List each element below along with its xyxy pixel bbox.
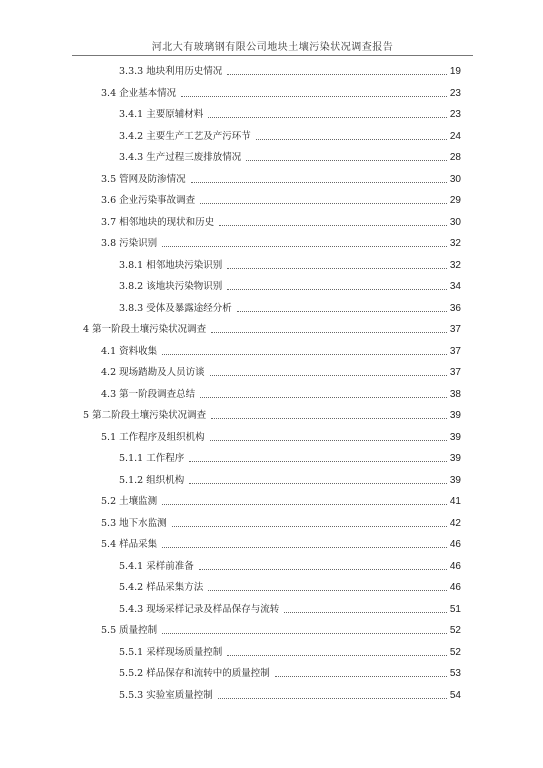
toc-entry-label: 4.2 现场踏勘及人员访谈	[101, 367, 205, 378]
toc-dot-leader	[181, 95, 447, 97]
toc-entry-label: 5.1 工作程序及组织机构	[101, 431, 205, 443]
toc-entry-page-number: 39	[449, 410, 461, 421]
toc-entry-label: 3.4.1 主要原辅材料	[119, 109, 204, 120]
toc-entry-page-number: 37	[449, 324, 461, 335]
toc-entry-page-number: 34	[449, 281, 461, 292]
toc-entry[interactable]	[101, 623, 461, 637]
toc-entry-label: 5.1.1 工作程序	[119, 453, 185, 464]
toc-entry-page-number: 30	[449, 216, 461, 228]
toc-dot-leader	[208, 116, 447, 118]
toc-entry-page-number: 29	[449, 195, 461, 206]
toc-dot-leader	[162, 503, 447, 505]
toc-entry-label: 4.3 第一阶段调查总结	[101, 388, 196, 400]
toc-entry[interactable]	[119, 301, 461, 315]
toc-dot-leader	[284, 611, 447, 613]
toc-entry-label: 5.4 样品采集	[101, 539, 158, 550]
toc-dot-leader	[227, 73, 447, 75]
toc-dot-leader	[227, 267, 447, 269]
toc-dot-leader	[218, 697, 447, 699]
toc-entry-label: 4 第一阶段土壤污染状况调查	[83, 324, 207, 335]
toc-entry[interactable]	[119, 129, 461, 143]
toc-entry-page-number: 30	[449, 173, 461, 185]
toc-entry-label: 3.4.2 主要生产工艺及产污环节	[119, 130, 251, 142]
toc-entry[interactable]	[101, 430, 461, 444]
toc-entry-page-number: 37	[449, 367, 461, 378]
toc-entry-page-number: 39	[449, 453, 461, 464]
toc-dot-leader	[227, 288, 447, 290]
toc-dot-leader	[246, 159, 447, 161]
toc-entry[interactable]	[119, 64, 461, 78]
toc-entry[interactable]	[101, 86, 461, 100]
toc-entry-page-number: 19	[449, 66, 461, 77]
toc-dot-leader	[200, 396, 447, 398]
page-header: 河北大有玻璃钢有限公司地块土壤污染状况调查报告	[151, 42, 394, 53]
toc-entry-page-number: 42	[449, 517, 461, 529]
toc-entry[interactable]	[119, 580, 461, 594]
toc-entry-label: 4.1 资料收集	[101, 345, 158, 357]
toc-dot-leader	[219, 224, 447, 226]
toc-entry-label: 3.4.3 生产过程三废排放情况	[119, 152, 242, 163]
toc-dot-leader	[199, 568, 447, 570]
toc-entry[interactable]	[119, 150, 461, 164]
toc-entry[interactable]	[83, 408, 461, 422]
toc-entry-page-number: 28	[449, 152, 461, 163]
toc-entry-label: 5.4.2 样品采集方法	[119, 582, 204, 593]
toc-entry[interactable]	[101, 387, 461, 401]
toc-entry-label: 5.2 土壤监测	[101, 496, 158, 507]
toc-entry-page-number: 52	[449, 646, 461, 658]
toc-dot-leader	[211, 417, 447, 419]
toc-entry[interactable]	[101, 494, 461, 508]
toc-entry[interactable]	[119, 559, 461, 573]
toc-entry-label: 5.4.3 现场采样记录及样品保存与流转	[119, 603, 280, 615]
toc-entry-page-number: 39	[449, 431, 461, 443]
toc-entry-label: 5.5 质量控制	[101, 625, 158, 636]
toc-entry[interactable]	[119, 258, 461, 272]
toc-dot-leader	[256, 138, 447, 140]
toc-entry-label: 5.3 地下水监测	[101, 517, 167, 529]
toc-entry-page-number: 51	[449, 603, 461, 615]
toc-entry[interactable]	[101, 516, 461, 530]
toc-entry-page-number: 23	[449, 109, 461, 120]
toc-entry[interactable]	[101, 172, 461, 186]
toc-entry-page-number: 53	[449, 668, 461, 679]
toc-entry[interactable]	[119, 645, 461, 659]
toc-entry-label: 3.8.1 相邻地块污染识别	[119, 259, 223, 271]
toc-entry-page-number: 46	[449, 539, 461, 550]
toc-entry-label: 3.8.3 受体及暴露途经分析	[119, 302, 232, 314]
toc-entry-page-number: 24	[449, 130, 461, 142]
toc-entry[interactable]	[101, 537, 461, 551]
toc-entry-page-number: 37	[449, 345, 461, 357]
toc-entry-label: 3.8 污染识别	[101, 238, 158, 249]
toc-entry[interactable]	[101, 344, 461, 358]
toc-entry-label: 3.4 企业基本情况	[101, 87, 177, 99]
toc-entry-label: 5 第二阶段土壤污染状况调查	[83, 410, 207, 421]
toc-dot-leader	[162, 632, 447, 634]
toc-entry[interactable]	[101, 236, 461, 250]
toc-entry[interactable]	[119, 451, 461, 465]
toc-entry-page-number: 32	[449, 238, 461, 249]
toc-entry[interactable]	[83, 322, 461, 336]
toc-entry-page-number: 41	[449, 496, 461, 507]
toc-entry-page-number: 23	[449, 87, 461, 99]
toc-entry-page-number: 54	[449, 689, 461, 701]
toc-entry[interactable]	[101, 215, 461, 229]
toc-dot-leader	[210, 439, 447, 441]
toc-entry-label: 3.8.2 该地块污染物识别	[119, 281, 223, 292]
toc-entry[interactable]	[101, 365, 461, 379]
toc-dot-leader	[162, 245, 447, 247]
toc-entry[interactable]	[119, 666, 461, 680]
toc-dot-leader	[162, 353, 447, 355]
toc-dot-leader	[210, 374, 447, 376]
toc-entry[interactable]	[119, 107, 461, 121]
toc-entry[interactable]	[119, 279, 461, 293]
toc-dot-leader	[200, 202, 447, 204]
toc-entry[interactable]	[119, 602, 461, 616]
toc-entry-label: 3.7 相邻地块的现状和历史	[101, 216, 215, 228]
toc-dot-leader	[162, 546, 447, 548]
toc-entry-page-number: 36	[449, 302, 461, 314]
toc-dot-leader	[208, 589, 447, 591]
toc-entry-page-number: 52	[449, 625, 461, 636]
toc-dot-leader	[189, 482, 447, 484]
toc-entry-page-number: 32	[449, 259, 461, 271]
toc-entry-page-number: 46	[449, 582, 461, 593]
header-rule	[72, 55, 473, 56]
toc-entry-label: 5.1.2 组织机构	[119, 474, 185, 486]
toc-dot-leader	[211, 331, 447, 333]
toc-entry[interactable]	[119, 473, 461, 487]
toc-dot-leader	[172, 525, 447, 527]
toc-entry-label: 3.6 企业污染事故调查	[101, 195, 196, 206]
toc-dot-leader	[227, 654, 447, 656]
toc-dot-leader	[237, 310, 447, 312]
toc-dot-leader	[189, 460, 447, 462]
toc-entry-page-number: 38	[449, 388, 461, 400]
toc-dot-leader	[191, 181, 447, 183]
toc-entry[interactable]	[119, 688, 461, 702]
toc-entry-label: 3.3.3 地块利用历史情况	[119, 66, 223, 77]
toc-entry-page-number: 46	[449, 560, 461, 572]
toc-entry[interactable]	[101, 193, 461, 207]
toc-dot-leader	[275, 675, 447, 677]
toc-entry-label: 5.5.2 样品保存和流转中的质量控制	[119, 668, 270, 679]
toc-entry-label: 3.5 管网及防渗情况	[101, 173, 186, 185]
toc-entry-label: 5.5.1 采样现场质量控制	[119, 646, 223, 658]
toc-entry-page-number: 39	[449, 474, 461, 486]
toc-entry-label: 5.5.3 实验室质量控制	[119, 689, 213, 701]
toc-entry-label: 5.4.1 采样前准备	[119, 560, 194, 572]
